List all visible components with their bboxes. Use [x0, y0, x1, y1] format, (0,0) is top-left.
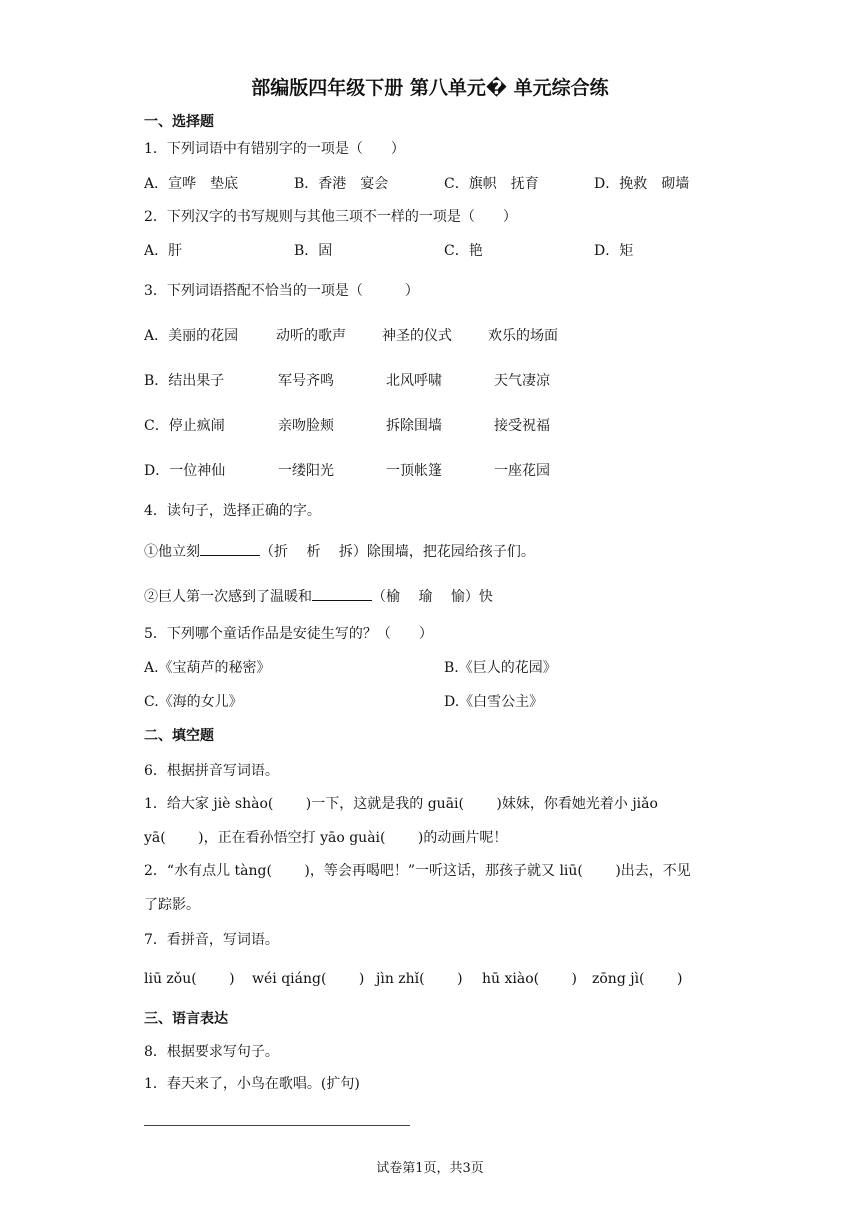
answer-line[interactable] — [144, 1125, 410, 1126]
section-heading-fill: 二、填空题 — [144, 728, 214, 744]
question-3-option-d-item: 一顶帐篷 — [386, 463, 442, 479]
question-8-sentence-1: 1．春天来了，小鸟在歌唱。(扩句) — [144, 1076, 360, 1092]
question-6-line: 了踪影。 — [144, 897, 200, 913]
question-6-stem: 6．根据拼音写词语。 — [144, 763, 279, 779]
question-3-option-a-item: 欢乐的场面 — [488, 328, 558, 344]
question-4-stem: 4．读句子，选择正确的字。 — [144, 503, 321, 519]
question-3-option-a-item: 动听的歌声 — [276, 328, 346, 344]
question-7-item: hū xiào( ) — [482, 971, 578, 987]
question-3-option-a-label[interactable]: A．美丽的花园 — [144, 328, 239, 344]
sentence-1-suffix: （折 析 拆）除围墙，把花园给孩子们。 — [260, 544, 535, 560]
page-title: 部编版四年级下册 第八单元� 单元综合练 — [251, 77, 609, 99]
answer-blank[interactable] — [312, 586, 372, 601]
section-heading-expression: 三、语言表达 — [144, 1011, 228, 1027]
section-heading-choice: 一、选择题 — [144, 114, 214, 130]
question-5-option-a[interactable]: A.《宝葫芦的秘密》 — [144, 660, 271, 676]
question-3-option-b-item: 军号齐鸣 — [278, 373, 334, 389]
question-1-option-d[interactable]: D．挽救 砌墙 — [594, 176, 690, 192]
question-6-line: yā( )，正在看孙悟空打 yāo guài( )的动画片呢！ — [144, 830, 508, 846]
question-1-stem: 1．下列词语中有错别字的一项是（ ） — [144, 141, 405, 157]
question-3-option-b-item: 天气凄凉 — [494, 373, 550, 389]
question-5-option-b[interactable]: B.《巨人的花园》 — [444, 660, 557, 676]
question-2-option-b[interactable]: B．固 — [294, 243, 333, 259]
question-1-option-c[interactable]: C．旗帜 抚育 — [444, 176, 539, 192]
question-7-stem: 7．看拼音，写词语。 — [144, 932, 279, 948]
sentence-1-prefix: ①他立刻 — [144, 544, 200, 560]
question-2-option-a[interactable]: A．肝 — [144, 243, 183, 259]
question-8-stem: 8．根据要求写句子。 — [144, 1044, 279, 1060]
question-3-option-b-label[interactable]: B．结出果子 — [144, 373, 225, 389]
question-4-sentence-2 — [144, 586, 493, 606]
question-3-option-c-label[interactable]: C．停止疯闹 — [144, 418, 225, 434]
question-3-option-c-item: 拆除围墙 — [386, 418, 442, 434]
question-3-option-c-item: 亲吻脸颊 — [278, 418, 334, 434]
answer-blank[interactable] — [200, 541, 260, 556]
question-5-option-d[interactable]: D.《白雪公主》 — [444, 694, 544, 710]
question-3-stem: 3．下列词语搭配不恰当的一项是（ ） — [144, 283, 419, 299]
question-3-option-d-label[interactable]: D．一位神仙 — [144, 463, 226, 479]
question-7-item: liū zǒu( ) — [144, 971, 235, 987]
question-5-option-c[interactable]: C.《海的女儿》 — [144, 694, 243, 710]
question-4-sentence-1 — [144, 541, 535, 561]
question-3-option-b-item: 北风呼啸 — [386, 373, 442, 389]
question-2-option-c[interactable]: C．艳 — [444, 243, 483, 259]
question-3-option-a-item: 神圣的仪式 — [382, 328, 452, 344]
question-7-item: zōng jì( ) — [592, 971, 683, 987]
question-6-line: 1．给大家 jiè shào( )一下，这就是我的 guāi( )妹妹，你看她光着小 jiǎo — [144, 796, 658, 812]
sentence-2-prefix: ②巨人第一次感到了温暖和 — [144, 589, 312, 605]
question-3-option-d-item: 一缕阳光 — [278, 463, 334, 479]
question-3-option-d-item: 一座花园 — [494, 463, 550, 479]
sentence-2-suffix: （榆 瑜 愉）快 — [372, 589, 493, 605]
question-6-line: 2．“水有点儿 tàng( )，等会再喝吧！”一听这话，那孩子就又 liū( )出去，不见 — [144, 863, 691, 879]
question-1-option-b[interactable]: B．香港 宴会 — [294, 176, 389, 192]
question-3-option-c-item: 接受祝福 — [494, 418, 550, 434]
question-5-stem: 5．下列哪个童话作品是安徒生写的？（ ） — [144, 626, 433, 642]
page-footer: 试卷第1页，共3页 — [376, 1161, 484, 1176]
question-1-option-a[interactable]: A．宣哗 垫底 — [144, 176, 239, 192]
question-7-item: wéi qiáng( ) — [252, 971, 365, 987]
question-2-stem: 2．下列汉字的书写规则与其他三项不一样的一项是（ ） — [144, 209, 517, 225]
question-2-option-d[interactable]: D．矩 — [594, 243, 634, 259]
question-7-item: jìn zhǐ( ) — [376, 971, 463, 987]
